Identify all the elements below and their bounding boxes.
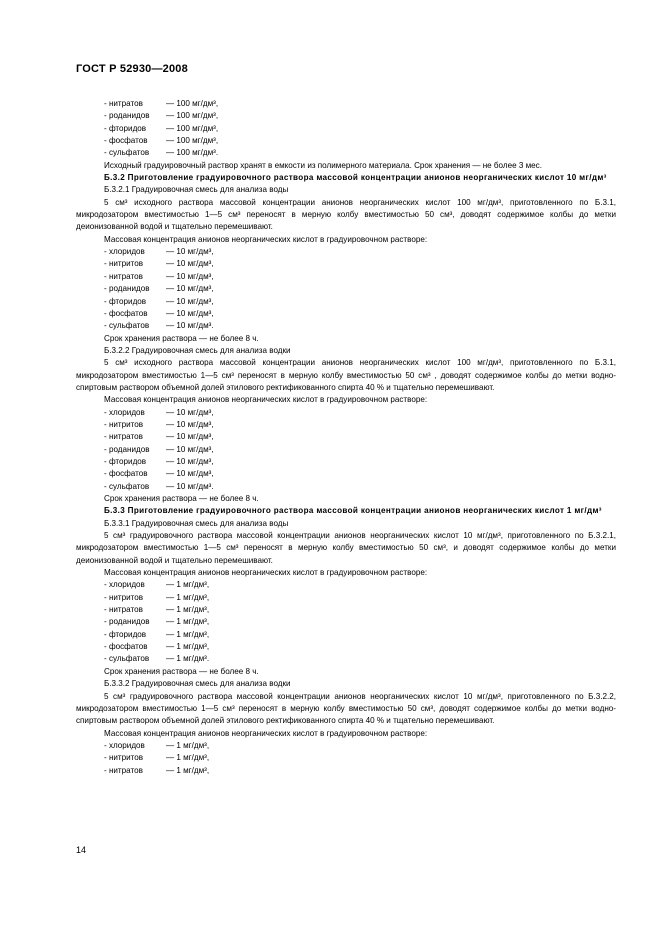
subsection-title: Б.3.2.1 Градуировочная смесь для анализа воды [104,185,289,195]
anion-name: - нитратов [104,605,143,615]
concentration-value: — 1 мг/дм³, [166,765,210,775]
concentration-value: — 10 мг/дм³, [166,284,214,294]
list-item [76,653,616,665]
anion-name: - роданидов [104,111,150,121]
anion-name: - хлоридов [104,247,145,257]
list-item [76,431,616,443]
list-item [76,604,616,616]
list-item [76,98,616,110]
anion-name: - нитратов [104,99,143,108]
concentration-value: — 10 мг/дм³, [166,296,214,306]
concentration-value: — 100 мг/дм³, [166,123,219,133]
concentration-value: — 1 мг/дм³, [166,592,210,602]
list-item [76,320,616,332]
anion-name: - нитратов [104,271,143,281]
anion-name: - фторидов [104,456,147,466]
list-item [76,481,616,493]
anion-name: - роданидов [104,284,150,294]
anion-name: - нитратов [104,765,143,775]
concentration-list [76,246,616,332]
concentration-value: — 1 мг/дм³, [166,740,210,750]
concentration-value: — 10 мг/дм³, [166,271,214,281]
concentration-value: — 10 мг/дм³, [166,456,214,466]
subsection-title: Б.3.3.1 Градуировочная смесь для анализа воды [104,518,289,528]
subsection-title: Б.3.3.2 Градуировочная смесь для анализа водки [104,679,291,689]
list-item [76,752,616,764]
list-item [76,629,616,641]
anion-name: - хлоридов [104,740,145,750]
paragraph: Массовая концентрация анионов неорганических кислот в градуировочном растворе: [104,395,428,405]
concentration-value: — 1 мг/дм³, [166,580,210,590]
concentration-value: — 10 мг/дм³, [166,308,214,318]
paragraph: Исходный градуировочный раствор хранят в емкости из полимерного материала. Срок хранения — не более 3 мес. [104,160,542,170]
concentration-value: — 10 мг/дм³, [166,432,214,442]
list-item [76,456,616,468]
anion-name: - нитритов [104,592,144,602]
concentration-value: — 10 мг/дм³, [166,419,214,429]
list-item [76,468,616,480]
anion-name: - фосфатов [104,469,148,479]
anion-name: - фторидов [104,296,147,306]
list-item [76,110,616,122]
concentration-value: — 10 мг/дм³, [166,444,214,454]
anion-name: - хлоридов [104,580,145,590]
anion-name: - нитратов [104,432,143,442]
list-item [76,135,616,147]
list-item [76,740,616,752]
paragraph: 5 см³ исходного раствора массовой концентрации анионов неорганических кислот 100 мг/дм³, приготовленного по Б.3.1, микродозатором вместимостью 1—5 см³ переносят в мерную колбу вместимостью 50 см³ , доводят содержимое колбы до метки водно-спиртовым раствором объемной долей этилового ректификованного спирта 40 % и тщательно перемешивают. [76,358,616,392]
paragraph: 5 см³ градуировочного раствора массовой концентрации анионов неорганических кислот 10 мг/дм³, приготовленного по Б.3.2.1, микродозатором вместимостью 1—5 см³ переносят в мерную колбу вместимостью 50 см³, и доводят содержимое колбы до метки деионизованной водой и тщательно перемешивают. [76,531,616,565]
section-heading: Б.3.3 Приготовление градуировочного раствора массовой концентрации анионов неорганических кислот 1 мг/дм³ [104,506,602,516]
list-item [76,123,616,135]
concentration-value: — 10 мг/дм³, [166,247,214,257]
concentration-value: — 100 мг/дм³, [166,99,219,108]
concentration-list [76,579,616,665]
anion-name: - фосфатов [104,308,148,318]
concentration-value: — 100 мг/дм³, [166,136,219,146]
paragraph: Массовая концентрация анионов неорганических кислот в градуировочном растворе: [104,728,428,738]
anion-name: - фосфатов [104,136,148,146]
list-item [76,271,616,283]
list-item [76,246,616,258]
list-item [76,407,616,419]
concentration-value: — 1 мг/дм³, [166,605,210,615]
paragraph: Массовая концентрация анионов неорганических кислот в градуировочном растворе: [104,568,428,578]
anion-name: - нитритов [104,259,144,269]
concentration-value: — 10 мг/дм³, [166,407,214,417]
concentration-value: — 1 мг/дм³, [166,642,210,652]
concentration-value: — 10 мг/дм³. [166,481,214,491]
list-item [76,765,616,777]
subsection-title: Б.3.2.2 Градуировочная смесь для анализа водки [104,345,291,355]
list-item [76,283,616,295]
concentration-value: — 10 мг/дм³, [166,469,214,479]
list-item [76,579,616,591]
list-item [76,258,616,270]
anion-name: - нитритов [104,753,144,763]
anion-name: - фосфатов [104,642,148,652]
page-content [76,98,616,777]
anion-name: - сульфатов [104,481,150,491]
concentration-list [76,407,616,493]
anion-name: - роданидов [104,617,150,627]
concentration-value: — 100 мг/дм³. [166,148,219,158]
anion-name: - сульфатов [104,148,150,158]
anion-name: - фторидов [104,629,147,639]
concentration-value: — 1 мг/дм³, [166,629,210,639]
paragraph: Срок хранения раствора — не более 8 ч. [104,333,259,343]
list-item [76,296,616,308]
paragraph: Срок хранения раствора — не более 8 ч. [104,666,259,676]
anion-name: - нитритов [104,419,144,429]
anion-name: - сульфатов [104,654,150,664]
paragraph: Массовая концентрация анионов неорганических кислот в градуировочном растворе: [104,234,428,244]
anion-name: - фторидов [104,123,147,133]
document-header: ГОСТ Р 52930—2008 [76,63,188,75]
page-number: 14 [76,845,87,855]
list-item [76,147,616,159]
concentration-list [76,98,616,160]
list-item [76,419,616,431]
list-item [76,444,616,456]
concentration-value: — 1 мг/дм³, [166,753,210,763]
list-item [76,641,616,653]
anion-name: - сульфатов [104,321,150,331]
anion-name: - роданидов [104,444,150,454]
list-item [76,616,616,628]
concentration-list [76,740,616,777]
paragraph: Срок хранения раствора — не более 8 ч. [104,494,259,503]
paragraph: 5 см³ исходного раствора массовой концентрации анионов неорганических кислот 100 мг/дм³, приготовленного по Б.3.1, микродозатором вместимостью 1—5 см³ переносят в мерную колбу вместимостью 50 см³, доводят содержимое колбы до метки деионизованной водой и тщательно перемешивают. [76,197,616,232]
list-item [76,592,616,604]
concentration-value: — 100 мг/дм³, [166,111,219,121]
anion-name: - хлоридов [104,407,145,417]
paragraph: 5 см³ градуировочного раствора массовой концентрации анионов неорганических кислот 10 мг/дм³, приготовленного по Б.3.2.2, микродозатором вместимостью 1—5 см³ переносят в мерную колбу вместимостью 50 см³, доводят содержимое колбы до метки водно-спиртовым раствором объемной долей этилового ректификованного спирта 40 % и тщательно перемешивают. [76,691,616,726]
concentration-value: — 10 мг/дм³, [166,259,214,269]
list-item [76,308,616,320]
concentration-value: — 1 мг/дм³, [166,617,210,627]
concentration-value: — 10 мг/дм³. [166,321,214,331]
concentration-value: — 1 мг/дм³. [166,654,210,664]
section-heading: Б.3.2 Приготовление градуировочного раствора массовой концентрации анионов неорганических кислот 10 мг/дм³ [104,173,607,183]
